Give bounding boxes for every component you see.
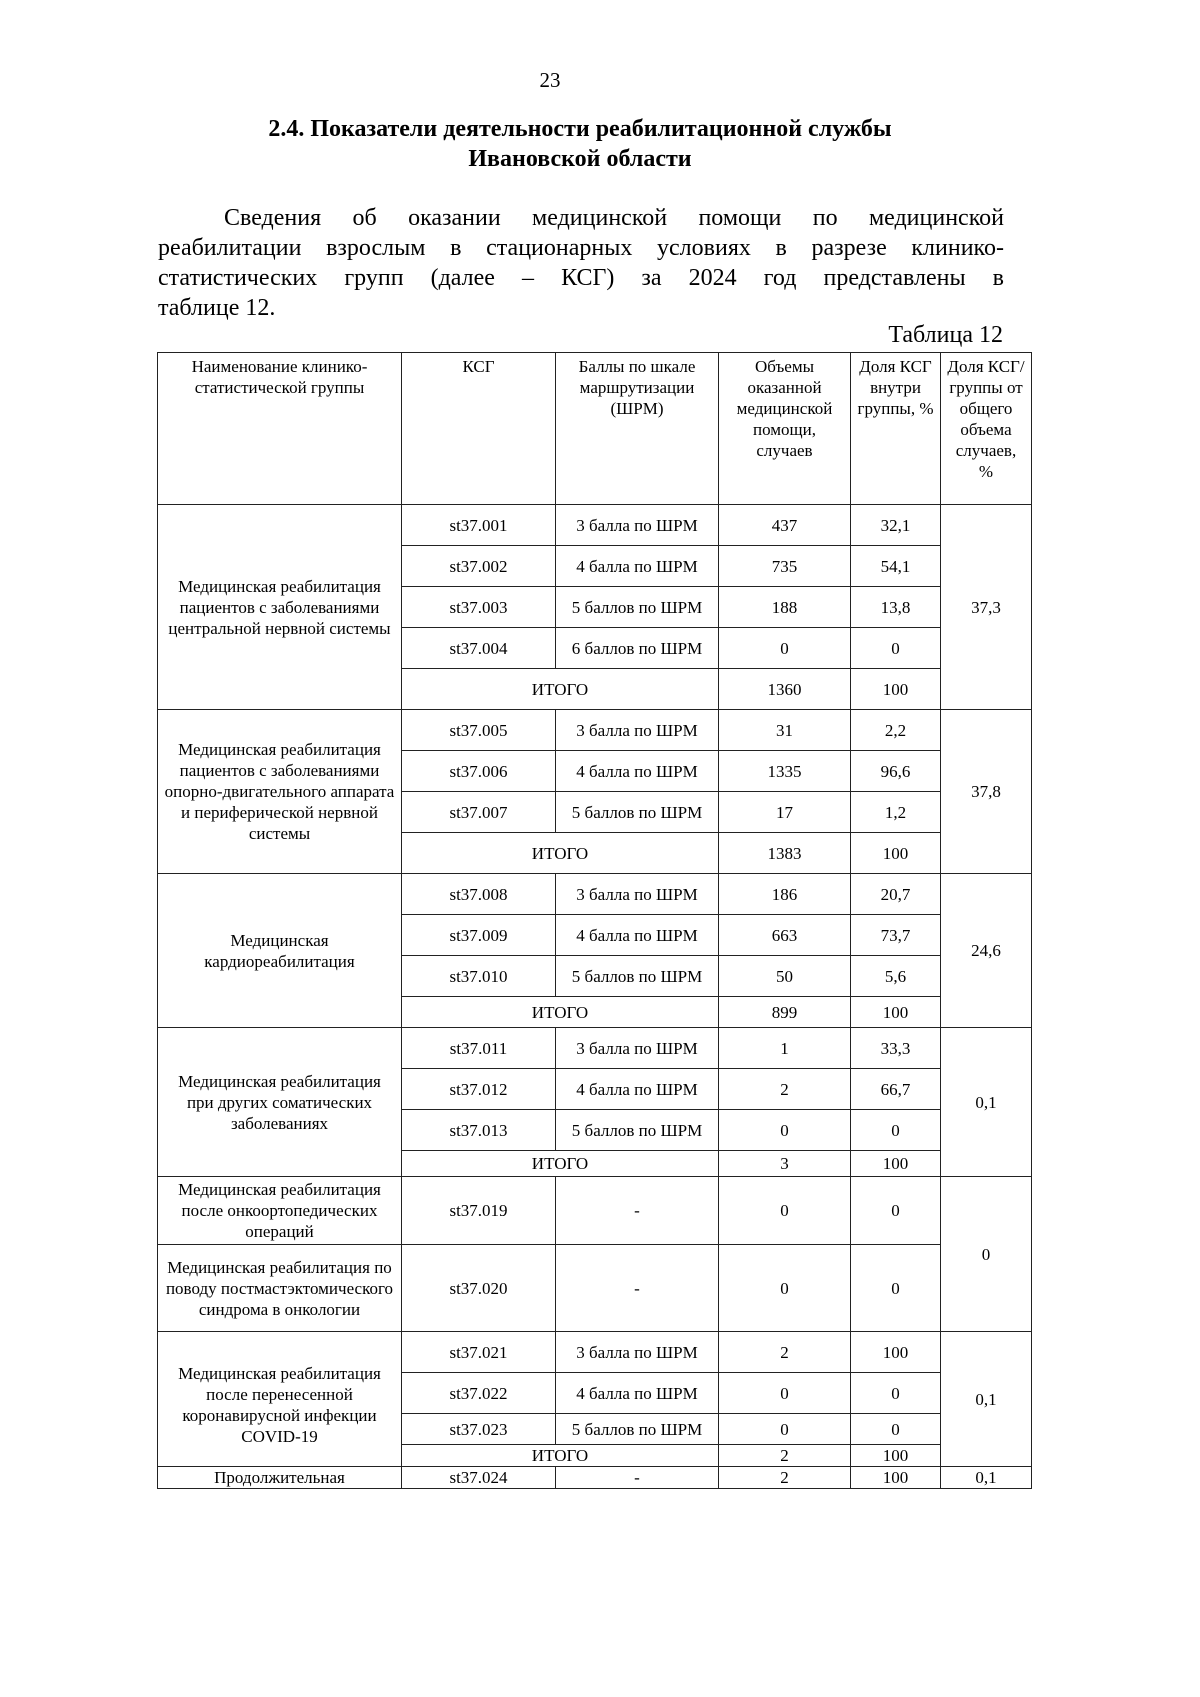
table-row bbox=[158, 874, 1032, 915]
intro-line: статистических групп (далее – КСГ) за 2024 год представлены в bbox=[158, 265, 1004, 291]
score: 6 баллов по ШРМ bbox=[556, 628, 719, 669]
pct-in-group: 20,7 bbox=[851, 874, 941, 915]
ksg-code: st37.008 bbox=[402, 874, 556, 915]
ksg-code: st37.019 bbox=[402, 1177, 556, 1245]
itogo-label: ИТОГО bbox=[402, 1445, 719, 1467]
ksg-code: st37.006 bbox=[402, 751, 556, 792]
pct-in-group: 0 bbox=[851, 1110, 941, 1151]
volume: 0 bbox=[719, 1245, 851, 1332]
table-row bbox=[158, 1028, 1032, 1069]
itogo-label: ИТОГО bbox=[402, 997, 719, 1028]
pct-in-group: 2,2 bbox=[851, 710, 941, 751]
ksg-table bbox=[157, 352, 1032, 1489]
pct-in-group: 1,2 bbox=[851, 792, 941, 833]
group-share: 0,1 bbox=[941, 1028, 1032, 1177]
score: 5 баллов по ШРМ bbox=[556, 956, 719, 997]
ksg-code: st37.011 bbox=[402, 1028, 556, 1069]
total-pct: 100 bbox=[851, 1151, 941, 1177]
score: 5 баллов по ШРМ bbox=[556, 587, 719, 628]
volume: 50 bbox=[719, 956, 851, 997]
group-share: 24,6 bbox=[941, 874, 1032, 1028]
volume: 188 bbox=[719, 587, 851, 628]
total-volume: 1383 bbox=[719, 833, 851, 874]
total-volume: 899 bbox=[719, 997, 851, 1028]
group-name: Медицинская реабилитация по поводу постмастэктомического синдрома в онкологии bbox=[158, 1245, 402, 1332]
heading-line-1: 2.4. Показатели деятельности реабилитационной службы bbox=[268, 116, 892, 142]
ksg-code: st37.020 bbox=[402, 1245, 556, 1332]
score: 4 балла по ШРМ bbox=[556, 1373, 719, 1414]
group-name: Медицинская реабилитация после онкоортопедических операций bbox=[158, 1177, 402, 1245]
group-share: 0,1 bbox=[941, 1467, 1032, 1489]
total-pct: 100 bbox=[851, 669, 941, 710]
total-volume: 1360 bbox=[719, 669, 851, 710]
group-share: 37,8 bbox=[941, 710, 1032, 874]
table-header-row bbox=[158, 353, 1032, 505]
volume: 0 bbox=[719, 1110, 851, 1151]
table-row bbox=[158, 1467, 1032, 1489]
group-share: 0,1 bbox=[941, 1332, 1032, 1467]
score: 3 балла по ШРМ bbox=[556, 710, 719, 751]
group-name: Медицинская реабилитация после перенесенной коронавирусной инфекции COVID-19 bbox=[158, 1332, 402, 1467]
total-pct: 100 bbox=[851, 1445, 941, 1467]
group-name: Медицинская реабилитация пациентов с заболеваниями опорно-двигательного аппарата и периферической нервной системы bbox=[158, 710, 402, 874]
ksg-code: st37.009 bbox=[402, 915, 556, 956]
pct-in-group: 54,1 bbox=[851, 546, 941, 587]
score: 4 балла по ШРМ bbox=[556, 1069, 719, 1110]
volume: 0 bbox=[719, 628, 851, 669]
intro-line: таблице 12. bbox=[158, 295, 276, 321]
score: 3 балла по ШРМ bbox=[556, 874, 719, 915]
pct-in-group: 100 bbox=[851, 1467, 941, 1489]
header-volume: Объемы оказанной медицинской помощи, случаев bbox=[719, 353, 851, 505]
score: - bbox=[556, 1245, 719, 1332]
page-number: 23 bbox=[539, 68, 561, 92]
header-pct-total: Доля КСГ/группы от общего объема случаев, % bbox=[941, 353, 1032, 505]
score: 4 балла по ШРМ bbox=[556, 751, 719, 792]
table-row bbox=[158, 505, 1032, 546]
pct-in-group: 100 bbox=[851, 1332, 941, 1373]
volume: 437 bbox=[719, 505, 851, 546]
volume: 735 bbox=[719, 546, 851, 587]
ksg-code: st37.005 bbox=[402, 710, 556, 751]
ksg-code: st37.002 bbox=[402, 546, 556, 587]
volume: 31 bbox=[719, 710, 851, 751]
ksg-code: st37.010 bbox=[402, 956, 556, 997]
volume: 186 bbox=[719, 874, 851, 915]
table-caption: Таблица 12 bbox=[888, 322, 1003, 348]
score: 4 балла по ШРМ bbox=[556, 546, 719, 587]
itogo-label: ИТОГО bbox=[402, 833, 719, 874]
volume: 663 bbox=[719, 915, 851, 956]
score: 4 балла по ШРМ bbox=[556, 915, 719, 956]
ksg-code: st37.012 bbox=[402, 1069, 556, 1110]
ksg-code: st37.003 bbox=[402, 587, 556, 628]
pct-in-group: 66,7 bbox=[851, 1069, 941, 1110]
table-row bbox=[158, 1245, 1032, 1332]
score: - bbox=[556, 1177, 719, 1245]
pct-in-group: 96,6 bbox=[851, 751, 941, 792]
volume: 2 bbox=[719, 1069, 851, 1110]
volume: 1 bbox=[719, 1028, 851, 1069]
itogo-label: ИТОГО bbox=[402, 1151, 719, 1177]
header-score: Баллы по шкале маршрутизации (ШРМ) bbox=[556, 353, 719, 505]
ksg-code: st37.001 bbox=[402, 505, 556, 546]
ksg-code: st37.007 bbox=[402, 792, 556, 833]
pct-in-group: 73,7 bbox=[851, 915, 941, 956]
group-name: Медицинская реабилитация при других соматических заболеваниях bbox=[158, 1028, 402, 1177]
pct-in-group: 0 bbox=[851, 1414, 941, 1445]
header-pct-in-group: Доля КСГ внутри группы, % bbox=[851, 353, 941, 505]
ksg-code: st37.013 bbox=[402, 1110, 556, 1151]
ksg-code: st37.024 bbox=[402, 1467, 556, 1489]
total-volume: 2 bbox=[719, 1445, 851, 1467]
header-group-name: Наименование клинико-статистической группы bbox=[158, 353, 402, 505]
score: 5 баллов по ШРМ bbox=[556, 1414, 719, 1445]
header-ksg: КСГ bbox=[402, 353, 556, 505]
group-share: 37,3 bbox=[941, 505, 1032, 710]
pct-in-group: 0 bbox=[851, 1373, 941, 1414]
score: 5 баллов по ШРМ bbox=[556, 1110, 719, 1151]
ksg-code: st37.004 bbox=[402, 628, 556, 669]
score: - bbox=[556, 1467, 719, 1489]
pct-in-group: 32,1 bbox=[851, 505, 941, 546]
total-volume: 3 bbox=[719, 1151, 851, 1177]
pct-in-group: 5,6 bbox=[851, 956, 941, 997]
intro-paragraph bbox=[158, 203, 1004, 323]
intro-line: Сведения об оказании медицинской помощи по медицинской bbox=[224, 205, 1004, 231]
intro-line: реабилитации взрослым в стационарных условиях в разрезе клинико- bbox=[158, 235, 1004, 261]
group-name: Медицинская кардиореабилитация bbox=[158, 874, 402, 1028]
group-name: Продолжительная bbox=[158, 1467, 402, 1489]
score: 3 балла по ШРМ bbox=[556, 1028, 719, 1069]
section-heading bbox=[0, 114, 1100, 174]
pct-in-group: 33,3 bbox=[851, 1028, 941, 1069]
group-share: 0 bbox=[941, 1177, 1032, 1332]
score: 5 баллов по ШРМ bbox=[556, 792, 719, 833]
score: 3 балла по ШРМ bbox=[556, 505, 719, 546]
pct-in-group: 0 bbox=[851, 628, 941, 669]
ksg-code: st37.022 bbox=[402, 1373, 556, 1414]
volume: 0 bbox=[719, 1373, 851, 1414]
table-row bbox=[158, 1332, 1032, 1373]
pct-in-group: 0 bbox=[851, 1245, 941, 1332]
ksg-code: st37.023 bbox=[402, 1414, 556, 1445]
group-name: Медицинская реабилитация пациентов с заболеваниями центральной нервной системы bbox=[158, 505, 402, 710]
volume: 2 bbox=[719, 1332, 851, 1373]
volume: 2 bbox=[719, 1467, 851, 1489]
volume: 0 bbox=[719, 1414, 851, 1445]
volume: 17 bbox=[719, 792, 851, 833]
volume: 0 bbox=[719, 1177, 851, 1245]
pct-in-group: 13,8 bbox=[851, 587, 941, 628]
heading-line-2: Ивановской области bbox=[468, 146, 692, 172]
pct-in-group: 0 bbox=[851, 1177, 941, 1245]
total-pct: 100 bbox=[851, 997, 941, 1028]
volume: 1335 bbox=[719, 751, 851, 792]
ksg-code: st37.021 bbox=[402, 1332, 556, 1373]
table-row bbox=[158, 710, 1032, 751]
itogo-label: ИТОГО bbox=[402, 669, 719, 710]
score: 3 балла по ШРМ bbox=[556, 1332, 719, 1373]
total-pct: 100 bbox=[851, 833, 941, 874]
table-row bbox=[158, 1177, 1032, 1245]
